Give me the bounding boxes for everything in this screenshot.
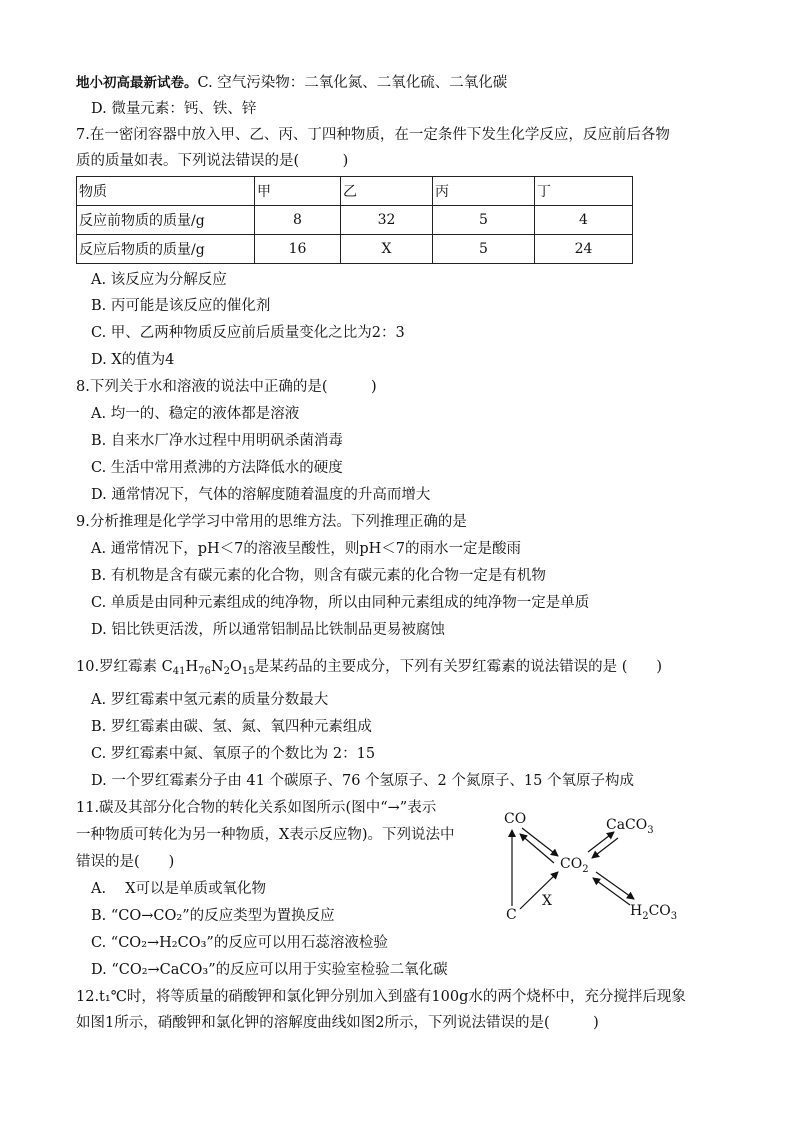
formula-subscript: 41 (172, 666, 186, 677)
arrow-caco3-to-co2 (592, 838, 618, 858)
table-cell: 反应前物质的质量/g (77, 206, 255, 235)
watermark-text: 地小初高最新试卷。 (76, 75, 198, 91)
option-text: B. “CO→CO₂”的反应类型为置换反应 (91, 908, 335, 924)
formula-element: N (210, 659, 224, 675)
option-text: D. “CO₂→CaCO₃”的反应可以用于实验室检验二氧化碳 (91, 962, 448, 978)
option-text: C. 空气污染物：二氧化氮、二氧化硫、二氧化碳 (197, 75, 508, 91)
table-cell: 5 (433, 235, 535, 264)
table-cell: 丙 (433, 177, 535, 206)
question-12-stem-cont: 如图1所示，硝酸钾和氯化钾的溶解度曲线如图2所示，下列说法错误的是( ) (76, 1015, 599, 1031)
stem-text: 是某药品的主要成分，下列有关罗红霉素的说法错误的是 ( ) (254, 659, 663, 675)
question-10-stem (76, 657, 662, 677)
option-text: B. 丙可能是该反应的催化剂 (91, 298, 271, 314)
table-cell: 4 (535, 206, 633, 235)
co2-label: $CO_2$ (560, 856, 589, 875)
question-11-stem-cont: 一种物质可转化为另一种物质，X表示反应物)。下列说法中 (76, 827, 455, 843)
caco3-label: CaCO$_3$ (606, 817, 654, 836)
table-cell: 32 (341, 206, 433, 235)
arrow-c-to-co2 (520, 872, 558, 909)
mass-table (76, 176, 633, 264)
option-text: C. 生活中常用煮沸的方法降低水的硬度 (91, 460, 343, 476)
option-text: D. 通常情况下，气体的溶解度随着温度的升高而增大 (91, 487, 431, 503)
formula-element: H (185, 659, 199, 675)
option-text: C. 甲、乙两种物质反应前后质量变化之比为2：3 (91, 325, 405, 341)
table-cell: 物质 (77, 177, 255, 206)
option-text: A. 该反应为分解反应 (91, 272, 227, 288)
question-12-stem: 12.t₁℃时，将等质量的硝酸钾和氯化钾分别加入到盛有100g水的两个烧杯中，充分搅拌后现象 (76, 989, 686, 1005)
x-label: X (542, 893, 552, 909)
option-text: C. 罗红霉素中氮、氧原子的个数比为 2：15 (91, 746, 376, 762)
formula-subscript: 76 (198, 666, 211, 677)
table-cell: 反应后物质的质量/g (77, 235, 255, 264)
question-8-stem: 8.下列关于水和溶液的说法中正确的是( ) (76, 379, 377, 395)
table-row (77, 235, 633, 264)
co-label: CO (504, 811, 527, 827)
table-cell: 16 (255, 235, 341, 264)
table-cell: 甲 (255, 177, 341, 206)
c-label: C (506, 907, 517, 923)
question-7-stem-cont: 质的质量如表。下列说法错误的是( ) (76, 153, 349, 169)
h2co3-label: $H_2CO_3$ (630, 903, 678, 922)
option-text: A. X可以是单质或氧化物 (91, 881, 267, 897)
option-text: C. “CO₂→H₂CO₃”的反应可以用石蕊溶液检验 (91, 935, 388, 951)
option-text: D. 铝比铁更活泼，所以通常铝制品比铁制品更易被腐蚀 (91, 622, 445, 638)
formula-subscript: 15 (241, 666, 255, 677)
question-11-stem-cont: 错误的是( ) (76, 854, 175, 870)
option-text: A. 罗红霉素中氢元素的质量分数最大 (91, 692, 329, 708)
question-7-stem: 7.在一密闭容器中放入甲、乙、丙、丁四种物质，在一定条件下发生化学反应，反应前后各物 (76, 127, 670, 143)
molecular-formula (162, 659, 255, 675)
option-text: A. 通常情况下，pH＜7的溶液呈酸性，则pH＜7的雨水一定是酸雨 (91, 541, 521, 557)
question-9-stem: 9.分析推理是化学学习中常用的思维方法。下列推理正确的是 (76, 514, 467, 530)
option-text: B. 有机物是含有碳元素的化合物，则含有碳元素的化合物一定是有机物 (91, 568, 546, 584)
table-cell: 乙 (341, 177, 433, 206)
formula-subscript: 2 (223, 666, 230, 677)
option-text: D. 一个罗红霉素分子由 41 个碳原子、76 个氢原子、2 个氮原子、15 个氧原子构成 (91, 773, 634, 789)
table-header-row (77, 177, 633, 206)
option-text: C. 单质是由同种元素组成的纯净物，所以由同种元素组成的纯净物一定是单质 (91, 595, 590, 611)
question-11-stem: 11.碳及其部分化合物的转化关系如图所示(图中“→”表示 (76, 800, 437, 816)
table-row (77, 206, 633, 235)
option-text: D. 微量元素：钙、铁、锌 (91, 101, 257, 117)
carbon-conversion-diagram (500, 806, 690, 926)
table-cell: 24 (535, 235, 633, 264)
option-text: B. 罗红霉素由碳、氢、氮、氧四种元素组成 (91, 719, 372, 735)
table-cell: 丁 (535, 177, 633, 206)
table-cell: 8 (255, 206, 341, 235)
option-text: B. 自来水厂净水过程中用明矾杀菌消毒 (91, 433, 343, 449)
option-text: A. 均一的、稳定的液体都是溶液 (91, 406, 300, 422)
table-cell: 5 (433, 206, 535, 235)
option-text: D. X的值为4 (91, 352, 175, 368)
formula-element: O (229, 659, 242, 675)
arrow-co2-to-h2co3 (596, 872, 634, 899)
arrow-co2-to-caco3 (588, 832, 614, 852)
table-cell: X (341, 235, 433, 264)
header-line (76, 73, 507, 93)
stem-text: 10.罗红霉素 (76, 659, 162, 675)
formula-element: C (161, 659, 173, 675)
